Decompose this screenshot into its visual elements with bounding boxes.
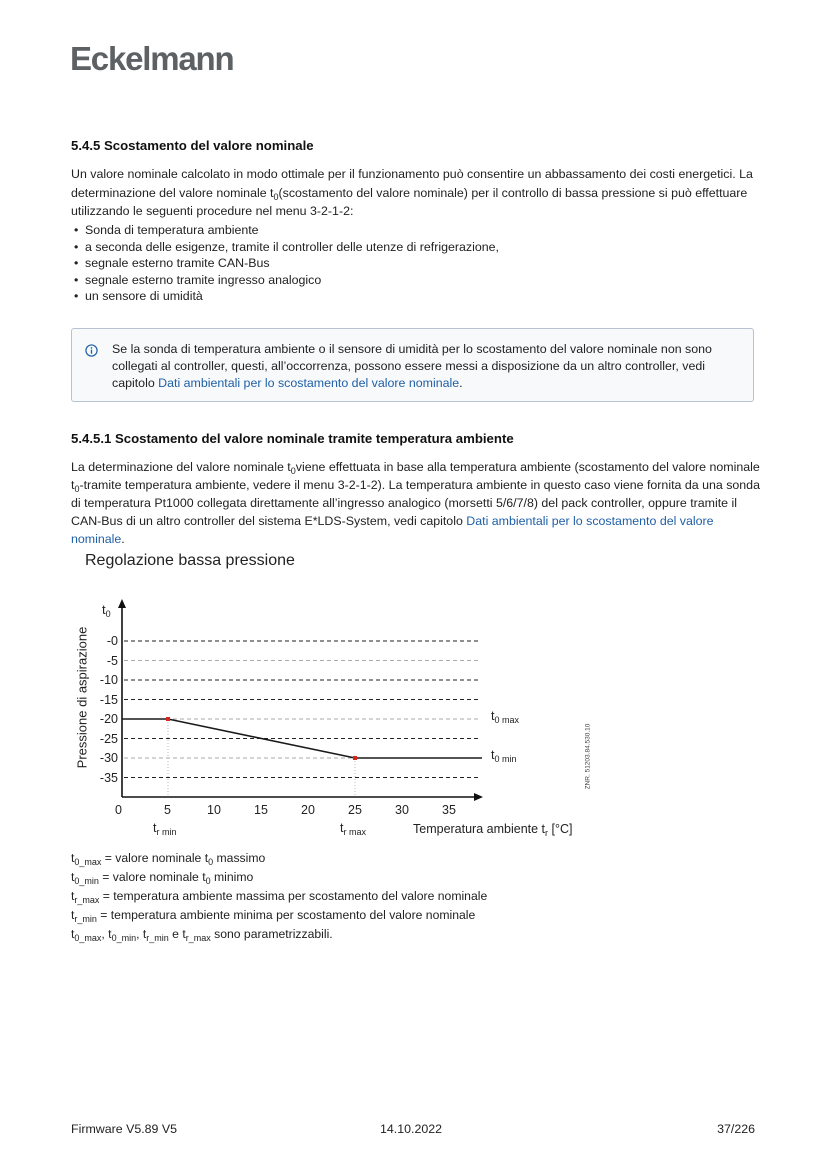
y-axis-symbol: $t_0$ [102, 602, 111, 619]
subsection-heading: 5.4.5.1 Scostamento del valore nominale tramite temperatura ambiente [71, 431, 514, 446]
footer-page-number: 37/226 [717, 1122, 755, 1136]
drawing-code: ZNR. 51203.84.530.10 [584, 723, 592, 790]
chart-title: Regolazione bassa pressione [85, 552, 295, 569]
list-item: • un sensore di umidità [71, 288, 499, 305]
eckelmann-logo: Eckelmann [70, 40, 234, 77]
label-trmax: $t_{r max}$ [340, 821, 366, 837]
x-axis-arrow-icon [474, 793, 483, 801]
legend-definitions [71, 849, 487, 944]
setpoint-line [122, 719, 482, 758]
info-icon [85, 344, 98, 357]
legend-line: $t_{r\_max}$ = temperatura ambiente massima per scostamento del valore nominale [71, 889, 488, 905]
ambient-data-link[interactable]: Dati ambientali per lo scostamento del valore nominale [158, 376, 460, 390]
section-heading: 5.4.5 Scostamento del valore nominale [71, 138, 314, 153]
note-text: Se la sonda di temperatura ambiente o il sensore di umidità per lo scostamento del valore nominale non sono collegati al controller, questi, all’occorrenza, possono essere messi a disposizione da un altro controller, vedi capitolo Dati ambientali per lo scostamento del valore nominale. [112, 342, 712, 390]
footer-firmware: Firmware V5.89 V5 [71, 1122, 178, 1136]
ambient-data-link-2[interactable]: Dati ambientali per lo scostamento del valore nominale [71, 514, 714, 546]
legend-line: $t_{0\_min}$ = valore nominale $t_0$ minimo [71, 870, 254, 886]
gridlines [124, 641, 480, 778]
legend-line: $t_{0\_max}$, $t_{0\_min}$, $t_{r\_min}$ e $t_{r\_max}$ sono parametrizzabili. [71, 927, 333, 943]
list-item: • Sonda di temperatura ambiente [71, 222, 499, 239]
footer-date: 14.10.2022 [380, 1122, 443, 1136]
label-trmin: $t_{r min}$ [153, 821, 177, 837]
section-intro: Un valore nominale calcolato in modo ottimale per il funzionamento può consentire un abbassamento dei costi energetici. La determinazione del valore nominale $t_0(scostamento$ del valore nominale) per il controllo di bassa pressione si può effettuare utilizzando le seguenti procedure nel menu 3-2-1-2: [71, 167, 753, 218]
y-axis-arrow-icon [118, 599, 126, 608]
list-item: • segnale esterno tramite ingresso analogico [71, 272, 499, 289]
y-tick-labels: -0 -5 -10 -15 -20 -25 -30 -35 [99, 634, 118, 785]
procedure-list [71, 222, 499, 305]
subsection-text: La determinazione del valore nominale $t_0viene$ effettuata in base alla temperatura ambiente (scostamento del valore nominale $t_0$-tramite temperatura ambiente, vedere il menu 3-2-1-2). La temperatura ambiente in questo caso viene fornita da una sonda di temperatura Pt1000 collegata direttamente all’ingresso analogico (morsetti 5/6/7/8) del pack controller, oppure tramite il CAN-Bus di un altro controller del sistema E*LDS-System, vedi capitolo Dati ambientali per lo scostamento del valore nominale. [71, 460, 760, 546]
list-item: • segnale esterno tramite CAN-Bus [71, 255, 499, 272]
info-note-box [71, 328, 754, 402]
point-trmax [353, 756, 357, 760]
point-trmin [166, 717, 170, 721]
list-item: • a seconda delle esigenze, tramite il controller delle utenze di refrigerazione, [71, 239, 499, 256]
label-t0min: $t_{0 min}$ [491, 748, 517, 764]
label-t0max: $t_{0 max}$ [491, 709, 519, 725]
legend-line: $t_{r\_min}$ = temperatura ambiente minima per scostamento del valore nominale [71, 908, 476, 924]
legend-line: $t_{0\_max}$ = valore nominale $t_0$ massimo [71, 851, 266, 867]
x-axis-label: Temperatura ambiente $t_r$ [°C] [413, 822, 573, 838]
y-axis-label: Pressione di aspirazione [74, 626, 90, 769]
